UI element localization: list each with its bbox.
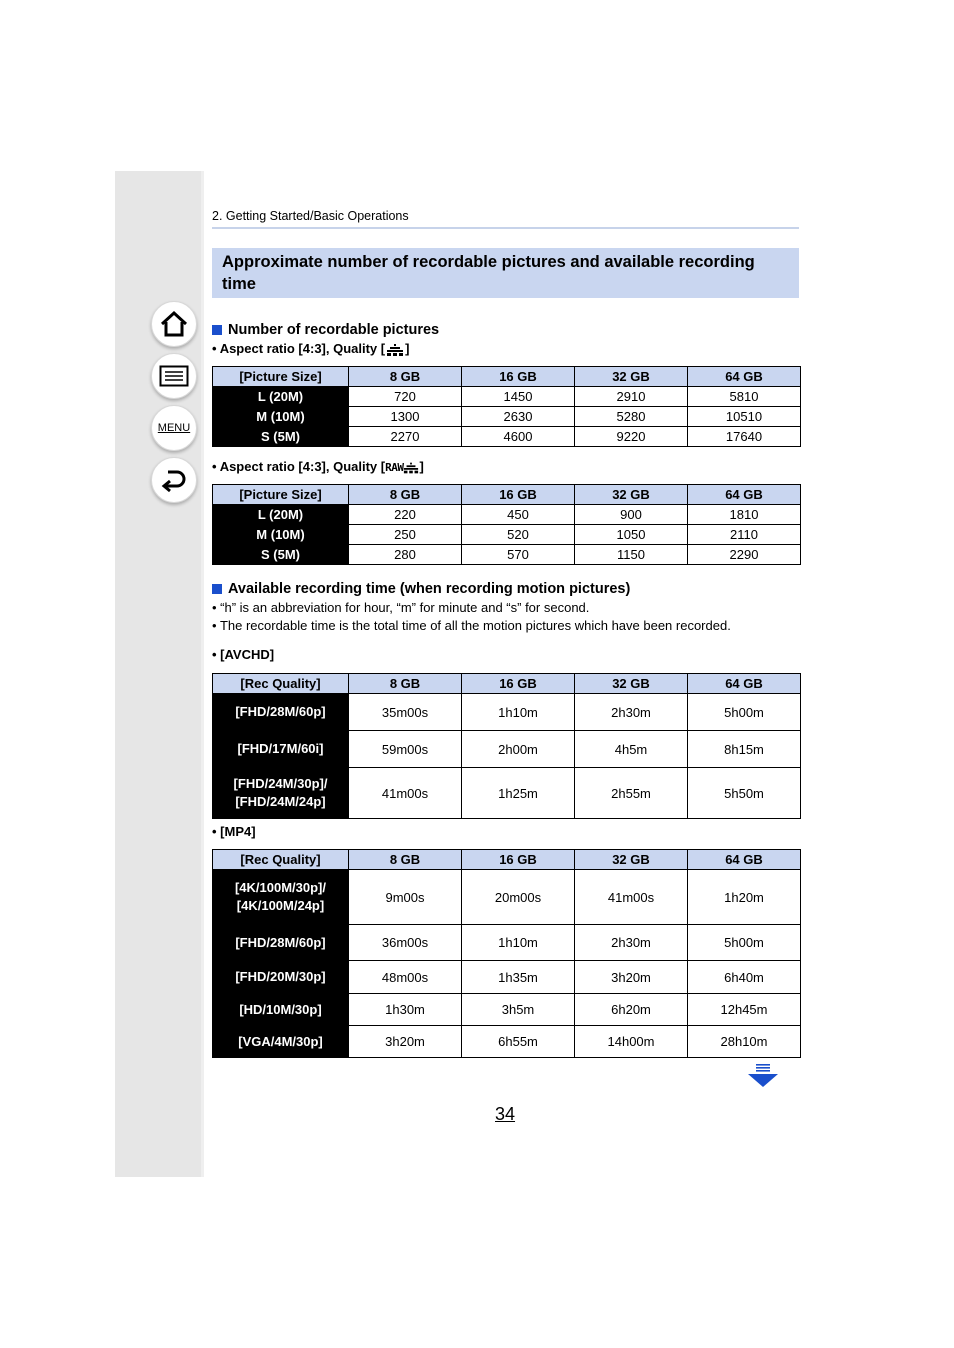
fine-quality-icon (386, 344, 404, 356)
row-label: [FHD/17M/60i] (213, 731, 349, 768)
col-header: 16 GB (462, 367, 575, 387)
subheading-fine: • Aspect ratio [4:3], Quality [ ] (212, 341, 410, 356)
contents-button[interactable] (151, 353, 197, 399)
list-icon (159, 365, 189, 387)
table-cell: 5h00m (688, 925, 801, 961)
note-text: “h” is an abbreviation for hour, “m” for minute and “s” for second. (220, 600, 590, 615)
table-row (213, 1026, 801, 1058)
row-label-line1: [FHD/24M/30p]/ (233, 776, 328, 791)
fine-quality-icon (403, 462, 419, 474)
subheading-text: Aspect ratio [4:3], Quality [ (219, 459, 386, 474)
row-label: [FHD/28M/60p] (213, 925, 349, 961)
table-cell: 41m00s (575, 870, 688, 925)
table-cell: 250 (349, 525, 462, 545)
row-label: S (5M) (213, 427, 349, 447)
table-cell: 9220 (575, 427, 688, 447)
table-cell: 900 (575, 505, 688, 525)
row-label: [HD/10M/30p] (213, 994, 349, 1026)
format-label: [MP4] (220, 824, 256, 839)
table-cell: 6h55m (462, 1026, 575, 1058)
col-header: 32 GB (575, 674, 688, 694)
table-cell: 2h00m (462, 731, 575, 768)
table-row (213, 525, 801, 545)
section-heading-pictures (212, 322, 439, 338)
table-pictures-raw (212, 484, 801, 565)
col-header: [Rec Quality] (213, 674, 349, 694)
back-button[interactable] (151, 457, 197, 503)
row-label: [VGA/4M/30p] (213, 1026, 349, 1058)
page-title: Approximate number of recordable pictures and available recording time (222, 253, 755, 293)
header-rule (212, 227, 799, 229)
table-cell: 48m00s (349, 961, 462, 994)
row-label-line2: [FHD/24M/24p] (235, 794, 326, 809)
format-label: [AVCHD] (220, 647, 275, 662)
subheading-bracket: ] (419, 459, 424, 474)
table-cell: 4600 (462, 427, 575, 447)
table-cell: 2h30m (575, 694, 688, 731)
table-cell: 2270 (349, 427, 462, 447)
row-label (213, 768, 349, 819)
col-header: 64 GB (688, 850, 801, 870)
subheading-text: Aspect ratio [4:3], Quality [ (219, 341, 386, 356)
row-label: S (5M) (213, 545, 349, 565)
table-header-row (213, 674, 801, 694)
note-total-time: • The recordable time is the total time of all the motion pictures which have been recorded. (212, 618, 731, 633)
table-cell: 35m00s (349, 694, 462, 731)
row-label: M (10M) (213, 525, 349, 545)
section-heading-text: Number of recordable pictures (228, 322, 440, 338)
col-header: 32 GB (575, 485, 688, 505)
table-cell: 5280 (575, 407, 688, 427)
back-arrow-icon (159, 467, 189, 493)
row-label (213, 870, 349, 925)
section-heading-text: Available recording time (when recording motion pictures) (228, 581, 631, 597)
table-cell: 2910 (575, 387, 688, 407)
row-label: L (20M) (213, 505, 349, 525)
table-cell: 5h50m (688, 768, 801, 819)
sidebar-divider (201, 171, 204, 1177)
table-cell: 1050 (575, 525, 688, 545)
table-cell: 520 (462, 525, 575, 545)
page-title-box (212, 248, 799, 298)
table-header-row (213, 850, 801, 870)
page-number: 34 (495, 1104, 516, 1124)
table-row (213, 961, 801, 994)
table-cell: 2290 (688, 545, 801, 565)
row-label: [FHD/28M/60p] (213, 694, 349, 731)
home-button[interactable] (151, 301, 197, 347)
table-cell: 5810 (688, 387, 801, 407)
table-cell: 5h00m (688, 694, 801, 731)
down-arrow-icon (747, 1063, 779, 1089)
next-page-button[interactable] (747, 1063, 779, 1094)
subheading-bracket: ] (405, 341, 410, 356)
col-header: [Picture Size] (213, 485, 349, 505)
table-row (213, 407, 801, 427)
col-header: 32 GB (575, 850, 688, 870)
row-label: M (10M) (213, 407, 349, 427)
avchd-label: • [AVCHD] (212, 647, 275, 662)
table-row (213, 870, 801, 925)
col-header: [Rec Quality] (213, 850, 349, 870)
table-cell: 17640 (688, 427, 801, 447)
table-cell: 2h55m (575, 768, 688, 819)
table-cell: 8h15m (688, 731, 801, 768)
row-label-line1: [4K/100M/30p]/ (234, 880, 327, 895)
table-cell: 1150 (575, 545, 688, 565)
table-cell: 6h40m (688, 961, 801, 994)
table-cell: 3h5m (462, 994, 575, 1026)
table-row (213, 387, 801, 407)
col-header: 16 GB (462, 850, 575, 870)
table-cell: 4h5m (575, 731, 688, 768)
square-bullet-icon (212, 584, 222, 594)
table-mp4 (212, 849, 801, 1058)
col-header: 8 GB (349, 485, 462, 505)
home-icon (159, 310, 189, 338)
table-cell: 720 (349, 387, 462, 407)
table-cell: 1h35m (462, 961, 575, 994)
table-avchd (212, 673, 801, 819)
table-cell: 1h10m (462, 925, 575, 961)
col-header: 16 GB (462, 674, 575, 694)
table-cell: 1h30m (349, 994, 462, 1026)
table-cell: 570 (462, 545, 575, 565)
table-cell: 2h30m (575, 925, 688, 961)
section-heading-recording (212, 581, 630, 597)
menu-label: MENU (157, 422, 191, 434)
table-row (213, 505, 801, 525)
mp4-label: • [MP4] (212, 824, 256, 839)
table-cell: 3h20m (575, 961, 688, 994)
table-cell: 450 (462, 505, 575, 525)
raw-fine-quality-icon (385, 461, 419, 474)
table-row (213, 545, 801, 565)
row-label-line2: [4K/100M/24p] (236, 898, 325, 913)
table-cell: 10510 (688, 407, 801, 427)
table-cell: 28h10m (688, 1026, 801, 1058)
table-row (213, 994, 801, 1026)
col-header: 8 GB (349, 674, 462, 694)
table-cell: 6h20m (575, 994, 688, 1026)
table-cell: 36m00s (349, 925, 462, 961)
col-header: 16 GB (462, 485, 575, 505)
table-cell: 1h20m (688, 870, 801, 925)
table-row (213, 731, 801, 768)
menu-button[interactable] (151, 405, 197, 451)
subheading-raw: • Aspect ratio [4:3], Quality [ RAW ] (212, 459, 424, 475)
table-cell: 1450 (462, 387, 575, 407)
row-label: [FHD/20M/30p] (213, 961, 349, 994)
table-cell: 280 (349, 545, 462, 565)
table-row (213, 768, 801, 819)
note-text: The recordable time is the total time of all the motion pictures which have been recorded. (219, 618, 731, 633)
table-row (213, 427, 801, 447)
table-cell: 41m00s (349, 768, 462, 819)
col-header: 64 GB (688, 367, 801, 387)
col-header: 32 GB (575, 367, 688, 387)
table-cell: 12h45m (688, 994, 801, 1026)
table-cell: 59m00s (349, 731, 462, 768)
table-row (213, 925, 801, 961)
table-cell: 1h25m (462, 768, 575, 819)
col-header: 64 GB (688, 485, 801, 505)
square-bullet-icon (212, 325, 222, 335)
table-cell: 1300 (349, 407, 462, 427)
col-header: 8 GB (349, 367, 462, 387)
table-cell: 20m00s (462, 870, 575, 925)
table-cell: 14h00m (575, 1026, 688, 1058)
row-label: L (20M) (213, 387, 349, 407)
table-row (213, 694, 801, 731)
table-cell: 2630 (462, 407, 575, 427)
breadcrumb: 2. Getting Started/Basic Operations (212, 209, 409, 223)
raw-label: RAW (385, 461, 404, 475)
table-cell: 1h10m (462, 694, 575, 731)
col-header: 64 GB (688, 674, 801, 694)
table-cell: 1810 (688, 505, 801, 525)
table-header-row (213, 485, 801, 505)
col-header: [Picture Size] (213, 367, 349, 387)
table-cell: 3h20m (349, 1026, 462, 1058)
table-cell: 220 (349, 505, 462, 525)
note-abbreviation: • “h” is an abbreviation for hour, “m” for minute and “s” for second. (212, 600, 590, 615)
table-cell: 9m00s (349, 870, 462, 925)
table-cell: 2110 (688, 525, 801, 545)
col-header: 8 GB (349, 850, 462, 870)
table-header-row (213, 367, 801, 387)
table-pictures-fine (212, 366, 801, 447)
